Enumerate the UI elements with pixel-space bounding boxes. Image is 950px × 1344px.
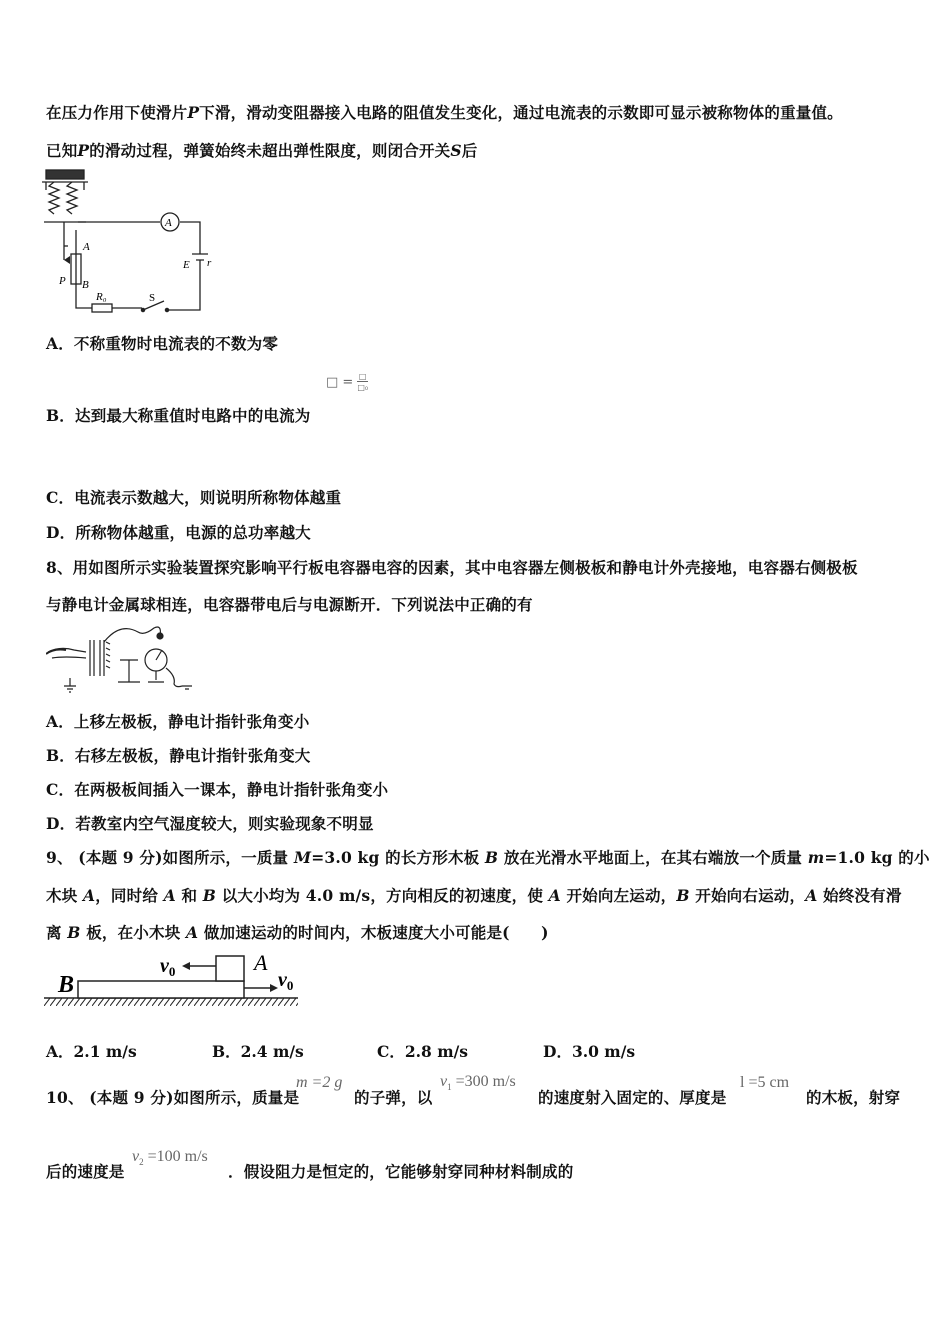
circuit-diagram xyxy=(40,168,230,320)
q9-stem-line-2: 木块 A，同时给 A 和 B 以大小均为 4.0 m/s，方向相反的初速度，使 A 开始向左运动，B 开始向右运动，A 始终没有滑 xyxy=(46,886,902,905)
q9-option-d: D．3.0 m/s xyxy=(543,1042,636,1061)
q10-stem-line-2-text-e: 后的速度是 xyxy=(46,1162,125,1181)
label-s: S xyxy=(149,292,156,304)
q10-stem-line-1-text-d: 的木板，射穿 xyxy=(806,1088,901,1107)
q10-thickness-expression: l =5 cm xyxy=(740,1074,790,1091)
q10-mass-expression: m =2 g xyxy=(296,1074,343,1091)
label-r0: R₀ xyxy=(96,291,107,303)
label-p: P xyxy=(59,275,66,287)
q10-stem-line-2-text-f: ．假设阻力是恒定的，它能够射穿同种材料制成的 xyxy=(228,1162,574,1181)
ammeter-label: A xyxy=(165,217,172,229)
q8-option-c: C．在两极板间插入一课本，静电计指针张角变小 xyxy=(46,780,389,799)
q8-stem-line-1: 8、用如图所示实验装置探究影响平行板电容器电容的因素，其中电容器左侧极板和静电计外壳接地，电容器右侧极板 xyxy=(46,558,858,577)
label-r: r xyxy=(207,257,212,269)
q10-stem-line-1-text-a: 10、 (本题 9 分)如图所示，质量是 xyxy=(46,1088,300,1107)
label-a: A xyxy=(83,241,90,253)
q10-v1-expression: $v_1 =300$ m/s xyxy=(440,1073,516,1093)
label-e: E xyxy=(183,259,190,271)
q7-option-b: B．达到最大称重值时电路中的电流为 xyxy=(46,406,311,425)
q8-option-a: A．上移左极板，静电计指针张角变小 xyxy=(46,712,310,731)
q7-option-d: D．所称物体越重，电源的总功率越大 xyxy=(46,523,311,542)
intro-line-2: 已知P的滑动过程，弹簧始终未超出弹性限度，则闭合开关S后 xyxy=(46,141,478,160)
q9-option-c: C．2.8 m/s xyxy=(377,1042,468,1061)
q7-option-a: A．不称重物时电流表的不数为零 xyxy=(46,334,279,353)
intro-line-1: 在压力作用下使滑片P下滑，滑动变阻器接入电路的阻值发生变化，通过电流表的示数即可显示被称物体的重量值。 xyxy=(46,103,843,122)
q9-stem-line-3: 离 B 板，在小木块 A 做加速运动的时间内，木板速度大小可能是( ) xyxy=(46,923,549,942)
q9-stem-line-1: 9、 (本题 9 分)如图所示，一质量 M=3.0 kg 的长方形木板 B 放在光滑水平地面上，在其右端放一个质量 m=1.0 kg 的小 xyxy=(46,848,930,867)
fig-label-a: A xyxy=(254,950,268,975)
fig-label-v0-left: $v_0$ xyxy=(160,955,176,979)
q8-stem-line-2: 与静电计金属球相连，电容器带电后与电源断开．下列说法中正确的有 xyxy=(46,595,533,614)
q8-option-d: D．若教室内空气湿度较大，则实验现象不明显 xyxy=(46,814,374,833)
q9-option-b: B．2.4 m/s xyxy=(212,1042,304,1061)
q7-option-c: C．电流表示数越大，则说明所称物体越重 xyxy=(46,488,342,507)
q10-stem-line-1-text-c: 的速度射入固定的、厚度是 xyxy=(538,1088,727,1107)
q10-stem-line-1-text-b: 的子弹，以 xyxy=(354,1088,433,1107)
capacitor-electrometer-figure xyxy=(46,620,196,696)
q10-v2-expression: $v_2 =100$ m/s xyxy=(132,1148,208,1168)
board-block-figure xyxy=(44,950,308,1010)
q8-option-b: B．右移左极板，静电计指针张角变大 xyxy=(46,746,311,765)
label-b: B xyxy=(82,279,89,291)
fig-label-b: B xyxy=(58,972,75,998)
q9-option-a: A．2.1 m/s xyxy=(46,1042,137,1061)
fig-label-v0-right: $v_0$ xyxy=(278,969,294,993)
q7-formula: □ = □ □₀ xyxy=(326,372,369,392)
